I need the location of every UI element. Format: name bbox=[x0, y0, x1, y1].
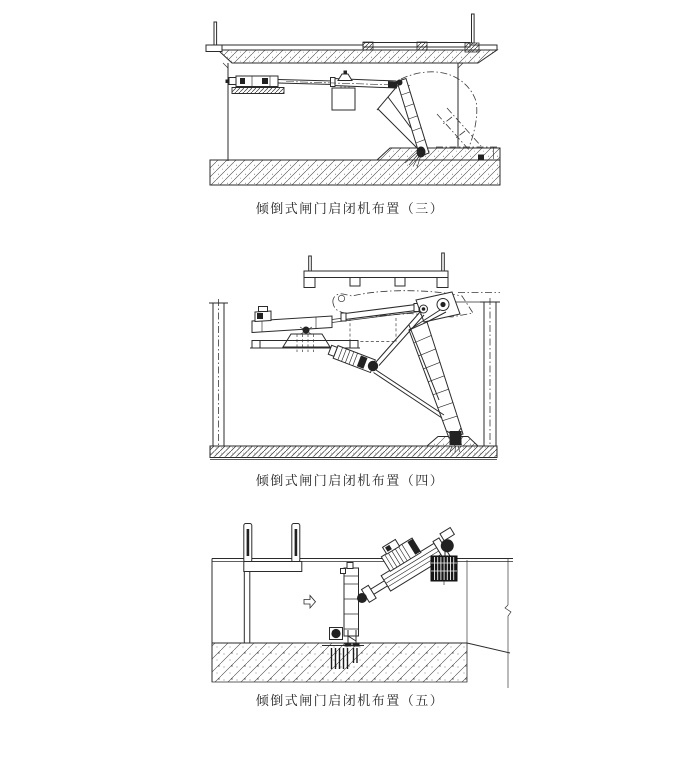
counterweight bbox=[332, 71, 355, 111]
tilting-gate bbox=[409, 310, 463, 453]
gate-slot-posts bbox=[244, 524, 300, 563]
embankment-right bbox=[467, 558, 511, 688]
flow-arrow-icon bbox=[304, 596, 316, 609]
figure-caption: 倾倒式闸门启闭机布置（三） bbox=[255, 201, 445, 216]
support-structure bbox=[304, 253, 448, 288]
connecting-rod bbox=[332, 304, 424, 323]
figure-3-drawing bbox=[200, 5, 510, 197]
railing-post bbox=[465, 14, 479, 52]
hoist-machine bbox=[226, 76, 285, 94]
figure-5-drawing bbox=[205, 520, 521, 692]
figure-caption: 倾倒式闸门启闭机布置（四） bbox=[255, 473, 445, 488]
bridge-deck bbox=[206, 14, 497, 63]
counterweight-grate bbox=[431, 551, 457, 585]
step-wall bbox=[244, 562, 302, 644]
gate-column bbox=[341, 563, 359, 637]
ground-foundation bbox=[210, 148, 500, 185]
figure-4-drawing bbox=[205, 250, 505, 462]
figure-caption: 倾倒式闸门启闭机布置（五） bbox=[255, 693, 445, 708]
pivot-bracket bbox=[416, 292, 460, 322]
railing-post bbox=[206, 22, 222, 52]
